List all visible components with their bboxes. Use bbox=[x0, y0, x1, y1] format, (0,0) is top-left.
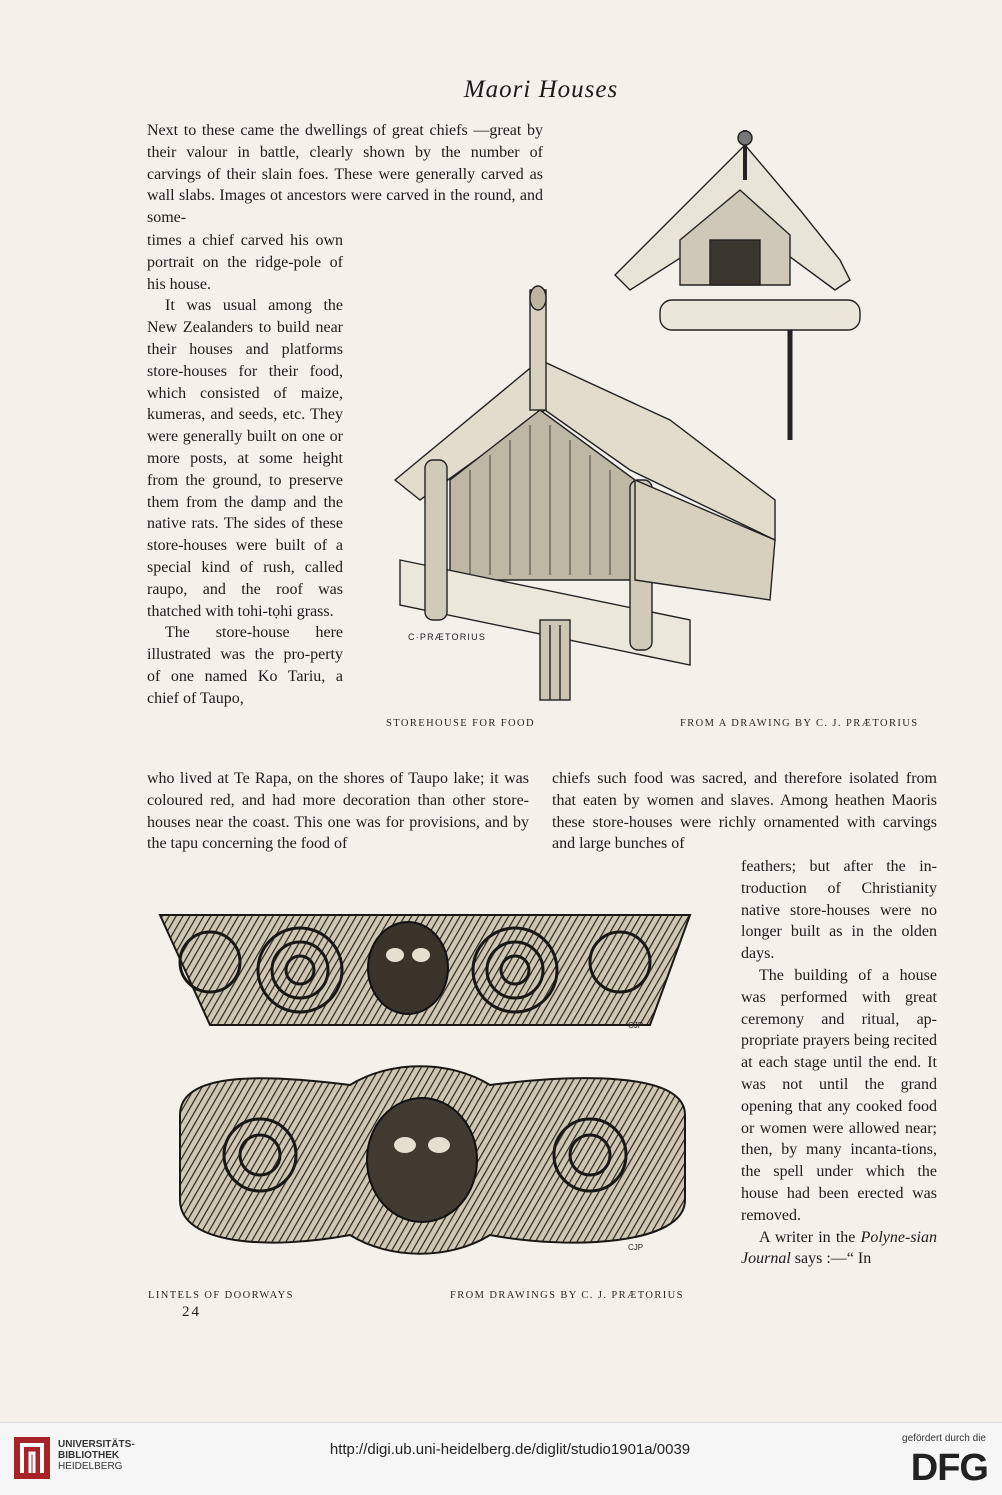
dfg-logo: DFG bbox=[910, 1447, 988, 1489]
lintels-caption-left: LINTELS OF DOORWAYS bbox=[148, 1290, 294, 1301]
text-run: A writer in the bbox=[759, 1228, 861, 1246]
lintels-caption-right: FROM DRAWINGS BY C. J. PRÆTORIUS bbox=[450, 1290, 684, 1301]
text-run: says :—“ In bbox=[790, 1250, 872, 1268]
text-column-top-narrow bbox=[147, 230, 343, 710]
storehouse-illustration bbox=[380, 120, 940, 705]
storehouse-caption-left: STOREHOUSE FOR FOOD bbox=[386, 718, 535, 729]
library-line: HEIDELBERG bbox=[58, 1461, 123, 1472]
storehouse-signature: C·PRÆTORIUS bbox=[408, 632, 487, 642]
running-head: Maori Houses bbox=[463, 76, 619, 103]
page-number: 24 bbox=[182, 1304, 201, 1320]
lintel-monogram-lower: CJP bbox=[628, 1243, 644, 1252]
library-line: UNIVERSITÄTS- bbox=[58, 1439, 135, 1450]
paragraph: chiefs such food was sacred, and therefore isolated from that eaten by women and slaves. Among heathen Maoris these store-houses were richly ornamented with carvings and large bunches of bbox=[552, 770, 937, 853]
text-column-middle-right bbox=[552, 768, 937, 855]
paragraph: feathers; but after the in-troduction of Christianity native store-houses were no longer built as in the olden days. bbox=[741, 858, 937, 963]
italic-title: Polyne-sian Journal bbox=[741, 1228, 937, 1268]
funder-note: gefördert durch die bbox=[902, 1433, 986, 1444]
storehouse-caption-right: FROM A DRAWING BY C. J. PRÆTORIUS bbox=[680, 718, 919, 729]
paragraph bbox=[741, 1227, 937, 1271]
paragraph: The building of a house was performed with great ceremony and ritual, ap-propriate prayers being recited at each stage until the end. It was not until the grand opening that any cooked food or women were allowed near; then, by many incanta-tions, the spell under which the house had been erected was removed. bbox=[741, 966, 937, 1224]
paragraph: The store-house here illustrated was the pro-perty of one named Ko Tariu, a chief of Taupo, bbox=[147, 624, 343, 707]
paragraph: It was usual among the New Zealanders to build near their houses and platforms store-houses for their food, which consisted of maize, kumeras, and seeds, etc. They were generally built on one or more posts, at some height from the ground, to preserve them from the damp and the native rats. The sides of these store-houses were built of a special kind of rush, called raupo, and the roof was thatched with tohi-tọhi grass. bbox=[147, 297, 343, 620]
text-column-right bbox=[741, 856, 937, 1270]
permalink-link[interactable]: http://digi.ub.uni-heidelberg.de/diglit/studio1901a/0039 bbox=[329, 1441, 691, 1458]
library-line: BIBLIOTHEK bbox=[58, 1450, 120, 1461]
library-name bbox=[58, 1439, 135, 1472]
viewer-footer bbox=[0, 1422, 1002, 1495]
paragraph: times a chief carved his own portrait on the ridge-pole of his house. bbox=[147, 232, 343, 293]
lintel-monogram-upper: CJP bbox=[628, 1021, 644, 1030]
paragraph: Next to these came the dwellings of great chiefs —great by their valour in battle, clearly shown by the number of carvings of their slain foes. These were generally carved as wall slabs. Images ot ancestors were carved in the round, and some- bbox=[147, 122, 543, 227]
text-column-middle-left bbox=[147, 768, 529, 855]
paragraph: who lived at Te Rapa, on the shores of Taupo lake; it was coloured red, and had more decoration than other store-houses near the coast. This one was for provisions, and by the tapu concerning the food of bbox=[147, 770, 529, 853]
library-logo-icon bbox=[12, 1433, 52, 1483]
lintels-illustration bbox=[150, 900, 710, 1270]
